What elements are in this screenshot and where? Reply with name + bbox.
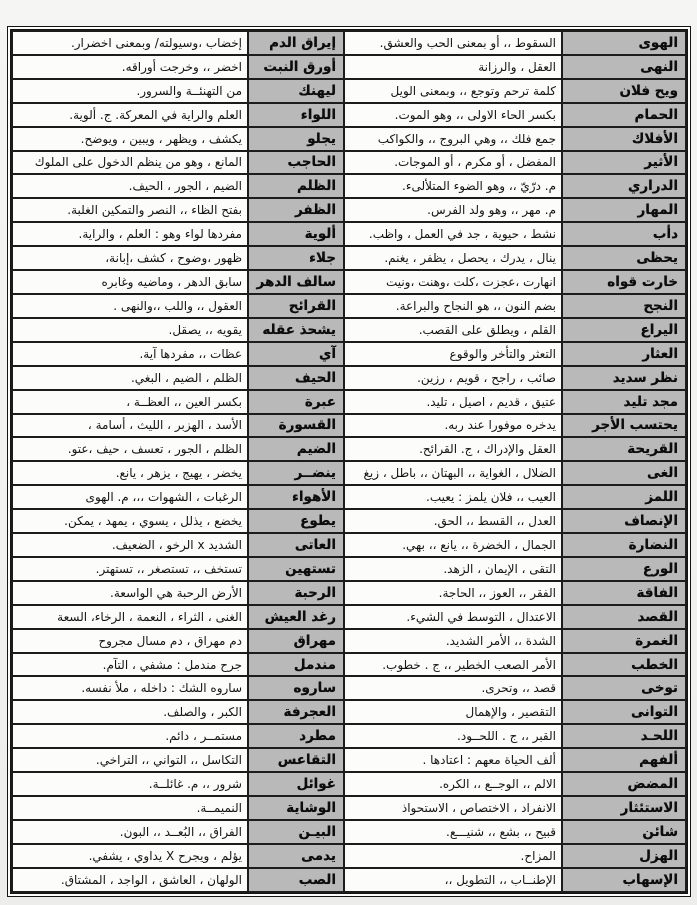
- definition-cell-right: التعثر والتأخر والوقوع: [344, 342, 562, 366]
- headword-cell-middle: رغد العيش: [248, 605, 344, 629]
- headword-cell-right: القصد: [562, 605, 686, 629]
- headword-cell-middle: ينضــر: [248, 461, 344, 485]
- headword-cell-middle: اللواء: [248, 103, 344, 127]
- headword-cell-right: الورع: [562, 557, 686, 581]
- headword-cell-middle: القرائح: [248, 294, 344, 318]
- headword-cell-middle: آي: [248, 342, 344, 366]
- definition-cell-left: العقول ،، واللب ،،والنهى .: [12, 294, 248, 318]
- headword-cell-middle: التقاعس: [248, 748, 344, 772]
- definition-cell-left: سابق الدهر ، وماضيه وغابره: [12, 270, 248, 294]
- glossary-row: [12, 868, 686, 892]
- definition-cell-right: صائب ، راجح ، قويم ، رزين.: [344, 366, 562, 390]
- headword-cell-middle: جلاء: [248, 246, 344, 270]
- headword-cell-middle: الظلم: [248, 174, 344, 198]
- glossary-row: [12, 222, 686, 246]
- glossary-row: [12, 103, 686, 127]
- definition-cell-left: ساروه الشك : داخله ، ملأ نفسه.: [12, 676, 248, 700]
- definition-cell-right: الالم ،، الوجــع ،، الكره.: [344, 772, 562, 796]
- definition-cell-left: المانع ، وهو من ينظم الدخول على الملوك: [12, 151, 248, 175]
- definition-cell-right: نشط ، حيوية ، جد في العمل ، واظب.: [344, 222, 562, 246]
- glossary-row: [12, 318, 686, 342]
- definition-cell-left: الولهان ، العاشق ، الواجد ، المشتاق.: [12, 868, 248, 892]
- definition-cell-left: اخضر ،، وخرجت أوراقه.: [12, 55, 248, 79]
- definition-cell-left: من التهنئــة والسرور.: [12, 79, 248, 103]
- definition-cell-right: التقى ، الإيمان ، الزهد.: [344, 557, 562, 581]
- definition-cell-left: يكشف ، ويظهر ، ويبين ، ويوضح.: [12, 127, 248, 151]
- glossary-row: [12, 342, 686, 366]
- headword-cell-right: الحمام: [562, 103, 686, 127]
- headword-cell-right: الإنصاف: [562, 509, 686, 533]
- glossary-row: [12, 414, 686, 438]
- definition-cell-right: العيب ،، فلان يلمز : يعيب.: [344, 485, 562, 509]
- glossary-row: [12, 270, 686, 294]
- definition-cell-right: يدخره موفورا عند ربه.: [344, 414, 562, 438]
- headword-cell-right: العثار: [562, 342, 686, 366]
- definition-cell-left: الأسد ، الهزبر ، الليث ، أسامة ،: [12, 414, 248, 438]
- definition-cell-right: القلم ، ويطلق على القصب.: [344, 318, 562, 342]
- definition-cell-right: الأمر الصعب الخطير ،، ج . خطوب.: [344, 653, 562, 677]
- definition-cell-left: شرور ،، م. غائلــة.: [12, 772, 248, 796]
- definition-cell-right: العقل ، والرزانة: [344, 55, 562, 79]
- glossary-row: [12, 127, 686, 151]
- headword-cell-right: المهار: [562, 198, 686, 222]
- headword-cell-middle: الصب: [248, 868, 344, 892]
- definition-cell-left: الرغبات ، الشهوات ،،، م. الهوى: [12, 485, 248, 509]
- headword-cell-right: يحتسب الأجر: [562, 414, 686, 438]
- definition-cell-left: الأرض الرحبة هي الواسعة.: [12, 581, 248, 605]
- definition-cell-left: جرح مندمل : مشفي ، التآم.: [12, 653, 248, 677]
- glossary-row: [12, 653, 686, 677]
- definition-cell-right: بكسر الحاء الاولى ،، وهو الموت.: [344, 103, 562, 127]
- definition-cell-right: م. درّيّ ،، وهو الضوء المتلألىء.: [344, 174, 562, 198]
- definition-cell-right: المزاح.: [344, 844, 562, 868]
- definition-cell-left: يخضر ، يهيج ، يزهر ، يانع.: [12, 461, 248, 485]
- headword-cell-right: الاستئثار: [562, 796, 686, 820]
- headword-cell-middle: العاتى: [248, 533, 344, 557]
- definition-cell-left: مفردها لواء وهو : العلم ، والراية.: [12, 222, 248, 246]
- glossary-row: [12, 796, 686, 820]
- headword-cell-right: التوانى: [562, 700, 686, 724]
- glossary-row: [12, 461, 686, 485]
- definition-cell-left: بفتح الظاء ،، النصر والتمكين الغلبة.: [12, 198, 248, 222]
- headword-cell-middle: مندمل: [248, 653, 344, 677]
- definition-cell-right: ينال ، يدرك ، يحصل ، يظفر ، يغنم.: [344, 246, 562, 270]
- headword-cell-right: الأثير: [562, 151, 686, 175]
- headword-cell-right: النضارة: [562, 533, 686, 557]
- definition-cell-right: القبر ،، ج . اللحــود.: [344, 724, 562, 748]
- definition-cell-left: عظات ،، مفردها آية.: [12, 342, 248, 366]
- headword-cell-middle: سالف الدهر: [248, 270, 344, 294]
- glossary-row: [12, 246, 686, 270]
- definition-cell-right: العدل ،، القسط ،، الحق.: [344, 509, 562, 533]
- glossary-row: [12, 748, 686, 772]
- headword-cell-right: مجد تليد: [562, 390, 686, 414]
- headword-cell-middle: مهراق: [248, 629, 344, 653]
- glossary-row: [12, 198, 686, 222]
- headword-cell-right: القريحة: [562, 437, 686, 461]
- definition-cell-right: بضم النون ،، هو النجاح والبراعة.: [344, 294, 562, 318]
- definition-cell-left: يؤلم ، ويجرح X يداوي ، يشفي.: [12, 844, 248, 868]
- headword-cell-right: اللمز: [562, 485, 686, 509]
- headword-cell-right: الفاقة: [562, 581, 686, 605]
- definition-cell-left: ظهور ،وضوح ، كشف ،إبانة،: [12, 246, 248, 270]
- definition-cell-left: إخضاب ،وسيولته/ وبمعنى اخضرار.: [12, 31, 248, 55]
- headword-cell-middle: يشحذ عقله: [248, 318, 344, 342]
- definition-cell-right: المفضل ، أو مكرم ، أو الموجات.: [344, 151, 562, 175]
- definition-cell-right: العقل والإدراك ، ج. القرائح.: [344, 437, 562, 461]
- glossary-row: [12, 151, 686, 175]
- definition-cell-left: الظلم ، الضيم ، البغي.: [12, 366, 248, 390]
- headword-cell-middle: الوشاية: [248, 796, 344, 820]
- headword-cell-right: ويح فلان: [562, 79, 686, 103]
- headword-cell-right: المضض: [562, 772, 686, 796]
- headword-cell-middle: إيراق الدم: [248, 31, 344, 55]
- headword-cell-right: الخطب: [562, 653, 686, 677]
- glossary-row: [12, 772, 686, 796]
- headword-cell-right: الهزل: [562, 844, 686, 868]
- headword-cell-right: الإسهاب: [562, 868, 686, 892]
- headword-cell-right: الأفلاك: [562, 127, 686, 151]
- definition-cell-left: بكسر العين ،، العظــة ،: [12, 390, 248, 414]
- headword-cell-middle: غوائل: [248, 772, 344, 796]
- glossary-table-frame: [7, 26, 691, 897]
- definition-cell-left: الكبر ، والصلف.: [12, 700, 248, 724]
- glossary-row: [12, 366, 686, 390]
- definition-cell-left: العلم والراية في المعركة. ج. ألوية.: [12, 103, 248, 127]
- glossary-row: [12, 31, 686, 55]
- definition-cell-right: الاعتدال ، التوسط في الشيء.: [344, 605, 562, 629]
- definition-cell-left: الشديد x الرخو ، الضعيف.: [12, 533, 248, 557]
- glossary-row: [12, 390, 686, 414]
- headword-cell-middle: مطرد: [248, 724, 344, 748]
- glossary-row: [12, 294, 686, 318]
- headword-cell-right: ألفهم: [562, 748, 686, 772]
- definition-cell-right: قصد ،، وتحرى.: [344, 676, 562, 700]
- headword-cell-middle: الضيم: [248, 437, 344, 461]
- definition-cell-left: الغنى ، الثراء ، النعمة ، الرخاء، السعة: [12, 605, 248, 629]
- headword-cell-right: الهوى: [562, 31, 686, 55]
- headword-cell-right: توخى: [562, 676, 686, 700]
- glossary-row: [12, 55, 686, 79]
- definition-cell-left: مستمــر ، دائم.: [12, 724, 248, 748]
- glossary-row: [12, 581, 686, 605]
- definition-cell-right: الإطنــاب ،، التطويل ،،: [344, 868, 562, 892]
- definition-cell-left: الظلم ، الجور ، تعسف ، حيف ،عتو.: [12, 437, 248, 461]
- headword-cell-right: اللحـد: [562, 724, 686, 748]
- glossary-row: [12, 724, 686, 748]
- headword-cell-right: النهى: [562, 55, 686, 79]
- definition-cell-right: الضلال ، الغواية ،، البهتان ،، باطل ، زيغ: [344, 461, 562, 485]
- glossary-row: [12, 509, 686, 533]
- glossary-table-body: [12, 31, 686, 892]
- headword-cell-middle: أورق النبت: [248, 55, 344, 79]
- glossary-row: [12, 676, 686, 700]
- headword-cell-middle: يطوع: [248, 509, 344, 533]
- glossary-row: [12, 557, 686, 581]
- glossary-row: [12, 820, 686, 844]
- definition-cell-right: جمع فلك ،، وهي البروج ،، والكواكب: [344, 127, 562, 151]
- headword-cell-middle: الظفر: [248, 198, 344, 222]
- headword-cell-right: النجح: [562, 294, 686, 318]
- headword-cell-middle: يجلو: [248, 127, 344, 151]
- definition-cell-left: النميمــة.: [12, 796, 248, 820]
- definition-cell-right: الجمال ، الخضرة ،، يانع ،، بهي.: [344, 533, 562, 557]
- definition-cell-right: انهارت ،عجزت ،كلت ،وهنت ،ونيت: [344, 270, 562, 294]
- headword-cell-middle: الرحبة: [248, 581, 344, 605]
- headword-cell-right: الغى: [562, 461, 686, 485]
- headword-cell-middle: الحاجب: [248, 151, 344, 175]
- headword-cell-middle: عبرة: [248, 390, 344, 414]
- definition-cell-left: دم مهراق ، دم مسال مجروح: [12, 629, 248, 653]
- glossary-row: [12, 700, 686, 724]
- definition-cell-left: الضيم ، الجور ، الحيف.: [12, 174, 248, 198]
- headword-cell-right: الدراري: [562, 174, 686, 198]
- glossary-row: [12, 174, 686, 198]
- headword-cell-middle: العجرفة: [248, 700, 344, 724]
- definition-cell-right: الانفراد ، الاختصاص ، الاستحواذ: [344, 796, 562, 820]
- definition-cell-left: يقويه ،، يصقل.: [12, 318, 248, 342]
- headword-cell-right: يحظى: [562, 246, 686, 270]
- headword-cell-middle: القسورة: [248, 414, 344, 438]
- definition-cell-left: تستخف ،، تستصغر ،، تستهتر.: [12, 557, 248, 581]
- glossary-row: [12, 533, 686, 557]
- headword-cell-middle: ألوية: [248, 222, 344, 246]
- definition-cell-right: قبيح ،، بشع ،، شنيـــع.: [344, 820, 562, 844]
- glossary-row: [12, 844, 686, 868]
- headword-cell-right: اليراع: [562, 318, 686, 342]
- definition-cell-right: الشدة ،، الأمر الشديد.: [344, 629, 562, 653]
- headword-cell-middle: تستهين: [248, 557, 344, 581]
- definition-cell-right: م. مهر ،، وهو ولد الفرس.: [344, 198, 562, 222]
- headword-cell-middle: يدمى: [248, 844, 344, 868]
- definition-cell-left: الفراق ،، البُعــد ،، البون.: [12, 820, 248, 844]
- definition-cell-left: التكاسل ،، التواني ،، التراخي.: [12, 748, 248, 772]
- headword-cell-middle: البيـن: [248, 820, 344, 844]
- glossary-row: [12, 485, 686, 509]
- headword-cell-middle: الأهواء: [248, 485, 344, 509]
- definition-cell-left: يخضع ، يذلل ، يسوي ، يمهد ، يمكن.: [12, 509, 248, 533]
- definition-cell-right: السقوط ،، أو بمعنى الحب والعشق.: [344, 31, 562, 55]
- headword-cell-right: شائن: [562, 820, 686, 844]
- definition-cell-right: ألف الحياة معهم : اعتادها .: [344, 748, 562, 772]
- glossary-row: [12, 629, 686, 653]
- headword-cell-right: دأب: [562, 222, 686, 246]
- glossary-row: [12, 437, 686, 461]
- headword-cell-middle: ليهنك: [248, 79, 344, 103]
- definition-cell-right: كلمة ترحم وتوجع ،، وبمعنى الويل: [344, 79, 562, 103]
- glossary-table: [11, 30, 687, 893]
- headword-cell-middle: ساروه: [248, 676, 344, 700]
- definition-cell-right: التقصير ، والإهمال: [344, 700, 562, 724]
- headword-cell-middle: الحيف: [248, 366, 344, 390]
- glossary-row: [12, 79, 686, 103]
- definition-cell-right: الفقر ،، العوز ،، الحاجة.: [344, 581, 562, 605]
- definition-cell-right: عتيق ، قديم ، اصيل ، تليد.: [344, 390, 562, 414]
- headword-cell-right: خارت قواه: [562, 270, 686, 294]
- headword-cell-right: الغمرة: [562, 629, 686, 653]
- glossary-row: [12, 605, 686, 629]
- headword-cell-right: نظر سديد: [562, 366, 686, 390]
